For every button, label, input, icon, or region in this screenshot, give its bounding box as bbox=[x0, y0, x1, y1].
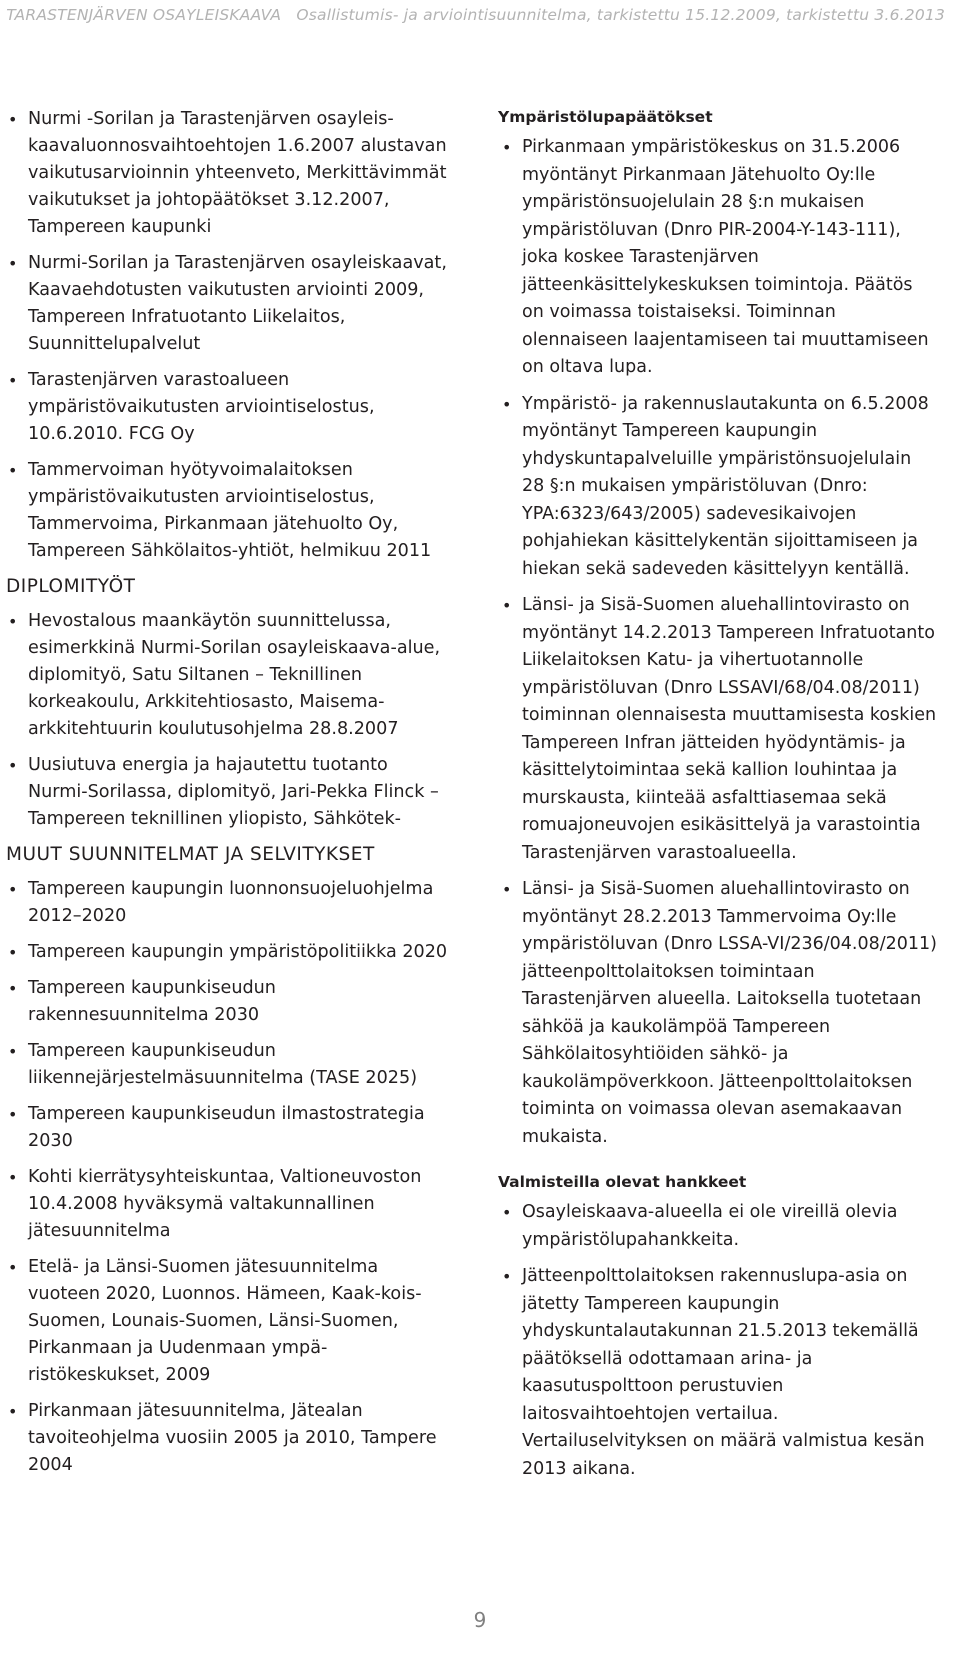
plans-heading: MUUT SUUNNITELMAT JA SELVITYKSET bbox=[6, 844, 375, 865]
list-item: • Länsi- ja Sisä-Suomen aluehallintovirasto on myöntänyt 28.2.2013 Tammervoima Oy:lle ympäristöluvan (Dnro LSSA-VI/236/04.08/2011) jätteenpolttolaitoksen toimintaan Tarastenjärven alueella. Laitoksella tuotetaan sähköä ja kaukolämpöä Tampereen Sähkölaitosyhtiöiden sähkö- ja kaukolämpöverkkoon. Jätteenpolttolaitoksen toiminta on voimassa olevan asemakaavan mukaista. bbox=[498, 876, 938, 1151]
list-item: • Pirkanmaan jätesuunnitelma, Jätealan tavoiteohjelma vuosiin 2005 ja 2010, Tampere 2004 bbox=[6, 1398, 450, 1479]
list-item: • Länsi- ja Sisä-Suomen aluehallintovirasto on myöntänyt 14.2.2013 Tampereen Infratuotanto Liikelaitoksen Katu- ja vihertuotannolle ympäristöluvan (Dnro LSSAVI/68/04.08/2011) toiminnan olennaisesta muuttamisesta koskien Tampereen Infran jätteiden hyödyntämis- ja käsittelytoimintaa sekä kallion louhintaa ja murskausta, kiinteää asfalttiasemaa sekä romuajoneuvojen esikäsittelyä ja varastointia Tarastenjärven varastoalueella. bbox=[498, 592, 938, 867]
list-item: • Kohti kierrätysyhteiskuntaa, Valtioneuvoston 10.4.2008 hyväksymä valtakunnallinen jätesuunnitelma bbox=[6, 1164, 450, 1245]
left-column bbox=[6, 106, 450, 1488]
list-item: • Hevostalous maankäytön suunnittelussa, esimerkkinä Nurmi-Sorilan osayleiskaava-alue, diplomityö, Satu Siltanen – Teknillinen korkeakoulu, Arkkitehtiosasto, Maisema-arkkitehtuurin koulutusohjelma 28.8.2007 bbox=[6, 608, 450, 743]
list-item: • Nurmi-Sorilan ja Tarastenjärven osayleiskaavat, Kaavaehdotusten vaikutusten arviointi 2009, Tampereen Infratuotanto Liikelaitos, Suunnittelupalvelut bbox=[6, 250, 450, 358]
permits-heading: Ympäristölupapäätökset bbox=[498, 108, 713, 126]
list-item: • Tampereen kaupunkiseudun ilmastostrategia 2030 bbox=[6, 1101, 450, 1155]
plans-list bbox=[6, 876, 450, 1479]
document-title: TARASTENJÄRVEN OSAYLEISKAAVA bbox=[6, 6, 282, 24]
pending-projects-heading: Valmisteilla olevat hankkeet bbox=[498, 1173, 747, 1191]
list-item: • Tarastenjärven varastoalueen ympäristövaikutusten arviointiselostus, 10.6.2010. FCG Oy bbox=[6, 367, 450, 448]
list-item: • Tampereen kaupungin ympäristöpolitiikka 2020 bbox=[6, 939, 450, 966]
document-subtitle: Osallistumis- ja arviointisuunnitelma, tarkistettu 15.12.2009, tarkistettu 3.6.2013 bbox=[296, 6, 945, 24]
list-item: • Osayleiskaava-alueella ei ole vireillä olevia ympäristölupahankkeita. bbox=[498, 1199, 938, 1254]
list-item: • Tampereen kaupunkiseudun rakennesuunnitelma 2030 bbox=[6, 975, 450, 1029]
reports-list bbox=[6, 106, 450, 565]
right-column bbox=[498, 106, 938, 1492]
permits-list bbox=[498, 134, 938, 1151]
diplomas-list bbox=[6, 608, 450, 833]
page-number: 9 bbox=[473, 1608, 487, 1632]
list-item: • Pirkanmaan ympäristökeskus on 31.5.2006 myöntänyt Pirkanmaan Jätehuolto Oy:lle ympäristönsuojelulain 28 §:n mukaisen ympäristöluvan (Dnro PIR-2004-Y-143-111), joka koskee Tarastenjärven jätteenkäsittelykeskuksen toimintoja. Päätös on voimassa toistaiseksi. Toiminnan olennaiseen laajentamiseen tai muuttamiseen on oltava lupa. bbox=[498, 134, 938, 382]
list-item: • Jätteenpolttolaitoksen rakennuslupa-asia on jätetty Tampereen kaupungin yhdyskuntalautakunnan 21.5.2013 tekemällä päätöksellä odottamaan arina- ja kaasutuspolttoon perustuvien laitosvaihtoehtojen vertailua. Vertailuselvityksen on määrä valmistua kesän 2013 aikana. bbox=[498, 1263, 938, 1483]
running-header bbox=[0, 6, 945, 24]
list-item: • Uusiutuva energia ja hajautettu tuotanto Nurmi-Sorilassa, diplomityö, Jari-Pekka Flinck – Tampereen teknillinen yliopisto, Sähkötek- bbox=[6, 752, 450, 833]
list-item: • Tammervoiman hyötyvoimalaitoksen ympäristövaikutusten arviointiselostus, Tammervoima, Pirkanmaan jätehuolto Oy, Tampereen Sähkölaitos-yhtiöt, helmikuu 2011 bbox=[6, 457, 450, 565]
pending-projects-list bbox=[498, 1199, 938, 1483]
list-item: • Etelä- ja Länsi-Suomen jätesuunnitelma vuoteen 2020, Luonnos. Hämeen, Kaak-kois-Suomen, Lounais-Suomen, Länsi-Suomen, Pirkanmaan ja Uudenmaan ympä-ristökeskukset, 2009 bbox=[6, 1254, 450, 1389]
list-item: • Ympäristö- ja rakennuslautakunta on 6.5.2008 myöntänyt Tampereen kaupungin yhdyskuntapalveluille ympäristönsuojelulain 28 §:n mukaisen ympäristöluvan (Dnro: YPA:6323/643/2005) sadevesikaivojen pohjahiekan käsittelykentän sijoittamiseen ja hiekan sekä sadeveden käsittelyyn kentällä. bbox=[498, 391, 938, 584]
list-item: • Nurmi -Sorilan ja Tarastenjärven osayleis-kaavaluonnosvaihtoehtojen 1.6.2007 alustavan vaikutusarvioinnin yhteenveto, Merkittävimmät vaikutukset ja johtopäätökset 3.12.2007, Tampereen kaupunki bbox=[6, 106, 450, 241]
list-item: • Tampereen kaupunkiseudun liikennejärjestelmäsuunnitelma (TASE 2025) bbox=[6, 1038, 450, 1092]
list-item: • Tampereen kaupungin luonnonsuojeluohjelma 2012–2020 bbox=[6, 876, 450, 930]
diplomas-heading: DIPLOMITYÖT bbox=[6, 576, 136, 597]
